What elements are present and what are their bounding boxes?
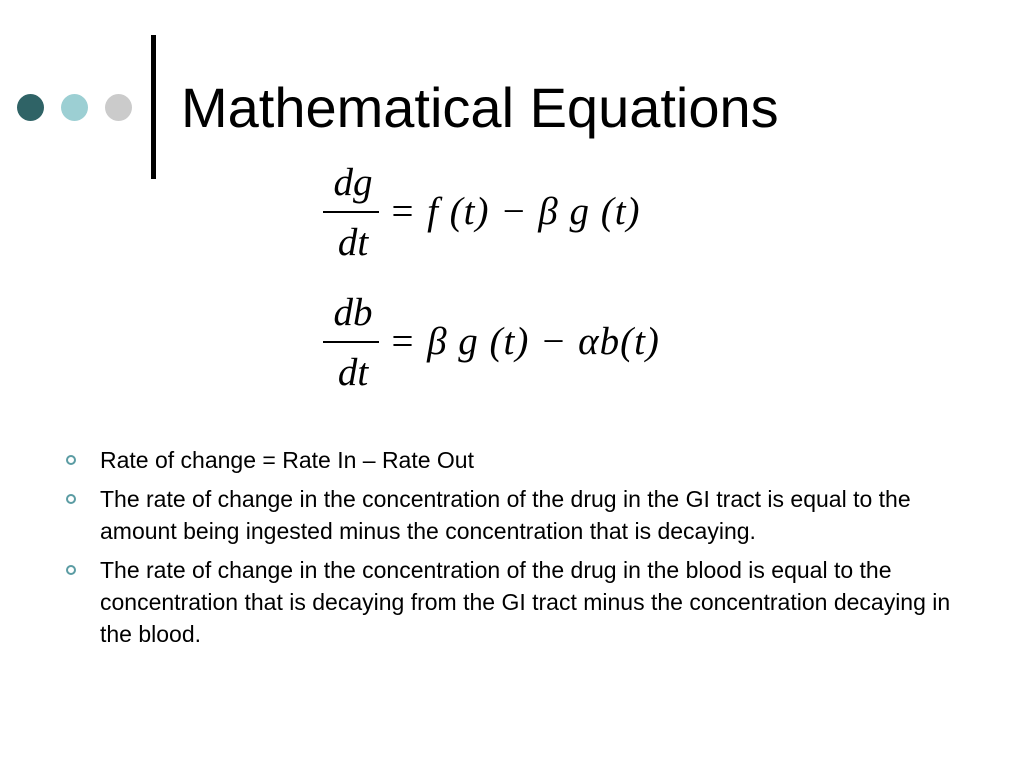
dot-gray-icon <box>105 94 132 121</box>
list-item <box>62 554 982 650</box>
title-divider <box>151 35 156 179</box>
bullet-text: Rate of change = Rate In – Rate Out <box>100 447 474 473</box>
bullet-circle-icon <box>66 494 76 504</box>
equation-denominator: dt <box>337 221 369 264</box>
bullet-circle-icon <box>66 565 76 575</box>
bullet-text: The rate of change in the concentration of the drug in the GI tract is equal to the amount being ingested minus the concentration that is decaying. <box>100 486 911 544</box>
equation-rhs: = f (t) − β g (t) <box>389 190 641 233</box>
bullet-circle-icon <box>66 455 76 465</box>
equation-denominator: dt <box>337 351 369 394</box>
decorative-dots <box>17 94 137 122</box>
equation-numerator: dg <box>333 161 373 204</box>
list-item <box>62 483 982 547</box>
equation-blood <box>323 290 723 400</box>
fraction-bar <box>323 211 379 213</box>
equation-rhs: = β g (t) − αb(t) <box>389 320 660 363</box>
equation-gi-tract <box>323 160 703 270</box>
bullet-text: The rate of change in the concentration of the drug in the blood is equal to the concentration that is decaying from the GI tract minus the concentration decaying in the blood. <box>100 557 951 647</box>
fraction-bar <box>323 341 379 343</box>
dot-dark-icon <box>17 94 44 121</box>
slide-title: Mathematical Equations <box>181 76 779 139</box>
equation-numerator: db <box>333 291 373 334</box>
bullet-list <box>62 444 982 657</box>
list-item <box>62 444 982 476</box>
dot-light-icon <box>61 94 88 121</box>
